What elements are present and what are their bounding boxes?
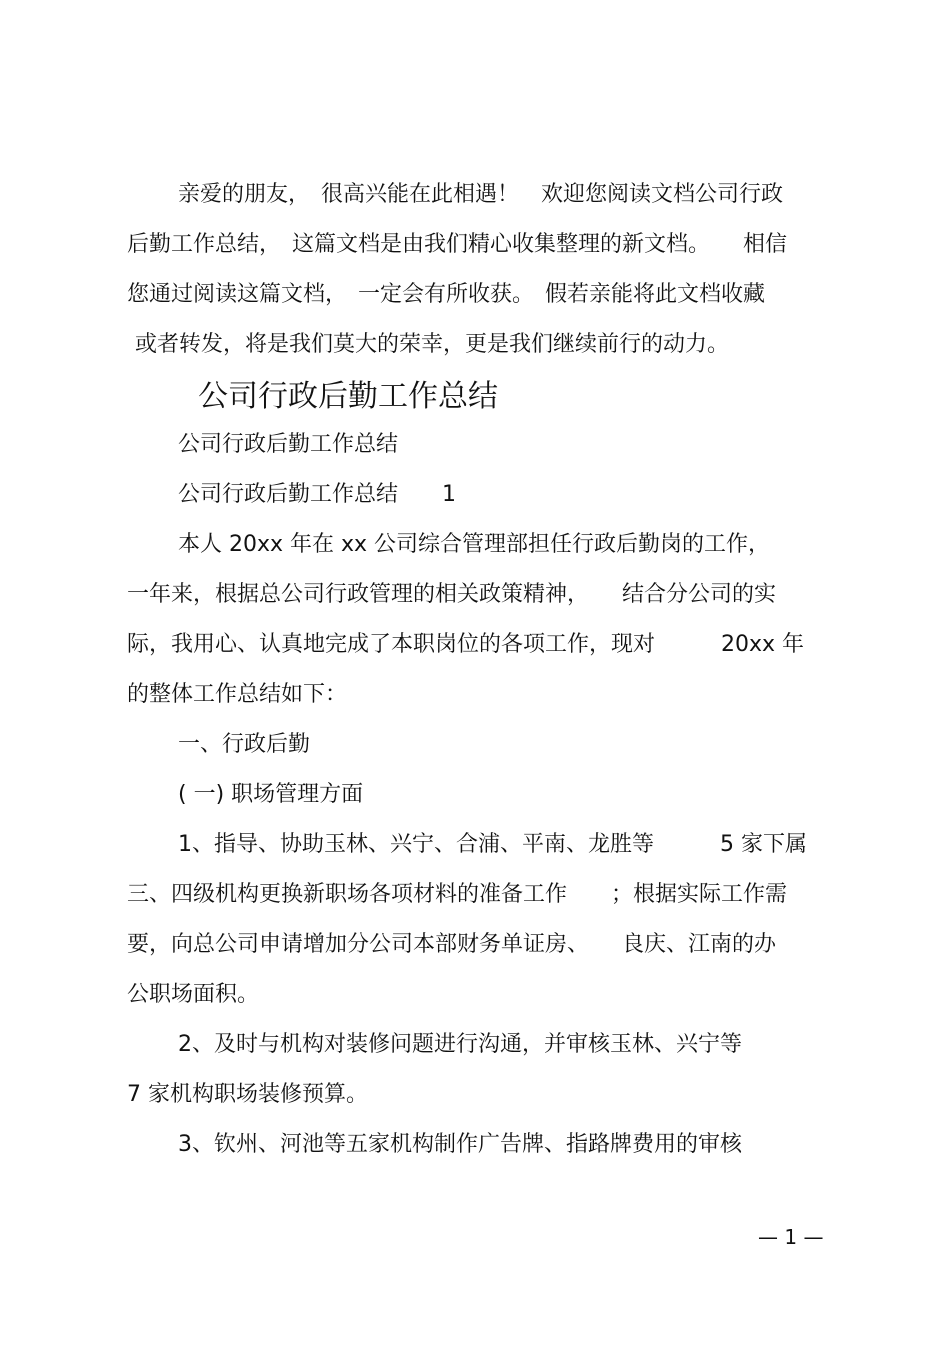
body-line-4: 的整体工作总结如下： [127,682,348,707]
page-number: — 1 — [758,1225,824,1249]
intro-line-2: 后勤工作总结， 这篇文档是由我们精心收集整理的新文档。 相信 [127,232,788,257]
item-3-line-1: 3、钦州、河池等五家机构制作广告牌、指路牌费用的审核 [178,1132,742,1157]
item-2-line-2: 7 家机构职场装修预算。 [127,1082,368,1107]
intro-line-4: 或者转发，将是我们莫大的荣幸，更是我们继续前行的动力。 [135,332,730,357]
item-2-line-1: 2、及时与机构对装修问题进行沟通，并审核玉林、兴宁等 [178,1032,742,1057]
item-1-line-2: 三、四级机构更换新职场各项材料的准备工作 ；根据实际工作需 [127,882,788,907]
body-line-3: 际，我用心、认真地完成了本职岗位的各项工作，现对 20xx 年 [127,632,805,657]
subtitle: 公司行政后勤工作总结 [178,432,399,457]
heading-admin-logistics: 一、行政后勤 [178,732,311,757]
document-title: 公司行政后勤工作总结 [198,379,498,414]
section-heading: 公司行政后勤工作总结 1 [178,482,456,507]
heading-workplace-management: ( 一) 职场管理方面 [178,782,364,807]
item-1-line-1: 1、指导、协助玉林、兴宁、合浦、平南、龙胜等 5 家下属 [178,832,807,857]
item-1-line-3: 要，向总公司申请增加分公司本部财务单证房、 良庆、江南的办 [127,932,777,957]
intro-line-3: 您通过阅读这篇文档， 一定会有所收获。 假若亲能将此文档收藏 [127,282,766,307]
body-line-1: 本人 20xx 年在 xx 公司综合管理部担任行政后勤岗的工作， [178,532,771,557]
item-1-line-4: 公职场面积。 [127,982,260,1007]
intro-line-1: 亲爱的朋友， 很高兴能在此相遇！ 欢迎您阅读文档公司行政 [178,182,784,207]
body-line-2: 一年来，根据总公司行政管理的相关政策精神， 结合分公司的实 [127,582,777,607]
